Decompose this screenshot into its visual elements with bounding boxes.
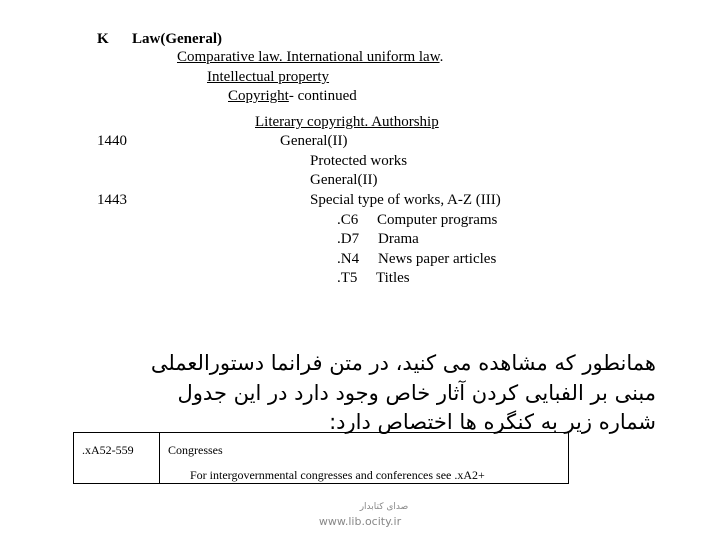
entry-1440-number: 1440 bbox=[97, 133, 127, 149]
subtype-code: .C6 bbox=[337, 212, 359, 228]
outline-comparative-law bbox=[177, 48, 443, 66]
footer-site-name: صدای کتابدار bbox=[359, 502, 409, 512]
outline-copyright bbox=[228, 87, 357, 105]
copyright-suffix: - continued bbox=[288, 88, 357, 104]
reference-heading: Congresses bbox=[168, 443, 223, 457]
subtype-label: News paper articles bbox=[378, 251, 497, 267]
entry-1440-label: General(II) bbox=[280, 133, 348, 149]
entry-1443-label: Special type of works, A-Z (III) bbox=[310, 192, 501, 208]
subtype-label: Drama bbox=[378, 231, 419, 247]
persian-line-2: مبنی بر الفبایی کردن آثار خاص وجود دارد در این جدول bbox=[177, 381, 656, 405]
reference-note: For intergovernmental congresses and conferences see .xA2+ bbox=[190, 468, 485, 482]
persian-line-1: همانطور که مشاهده می کنید، در متن فرانما دستورالعملی bbox=[150, 351, 656, 375]
outline-protected-works: Protected works bbox=[310, 153, 408, 169]
persian-line-3: شماره زیر به کنگره ها اختصاص دارد: bbox=[329, 410, 656, 434]
comparative-law-period: . bbox=[439, 49, 444, 65]
outline-general-ii: General(II) bbox=[310, 172, 378, 188]
outline-literary-copyright: Literary copyright. Authorship bbox=[255, 114, 439, 130]
table-row bbox=[74, 433, 569, 484]
subtype-label: Computer programs bbox=[377, 212, 498, 228]
class-title: Law(General) bbox=[132, 31, 222, 47]
subtype-code: .T5 bbox=[337, 270, 358, 286]
subtype-code: .N4 bbox=[337, 251, 360, 267]
reference-table bbox=[73, 432, 569, 484]
entry-1443-number: 1443 bbox=[97, 192, 127, 208]
class-letter: K bbox=[97, 31, 109, 47]
outline-intellectual-property: Intellectual property bbox=[207, 69, 330, 85]
reference-description bbox=[160, 433, 569, 484]
comparative-law-text: Comparative law. International uniform law bbox=[177, 49, 440, 65]
reference-code: .xA52-559 bbox=[74, 433, 160, 484]
subtype-code: .D7 bbox=[337, 231, 360, 247]
subtype-label: Titles bbox=[376, 270, 410, 286]
footer-url[interactable]: www.lib.ocity.ir bbox=[318, 515, 402, 528]
copyright-text: Copyright bbox=[228, 88, 289, 104]
